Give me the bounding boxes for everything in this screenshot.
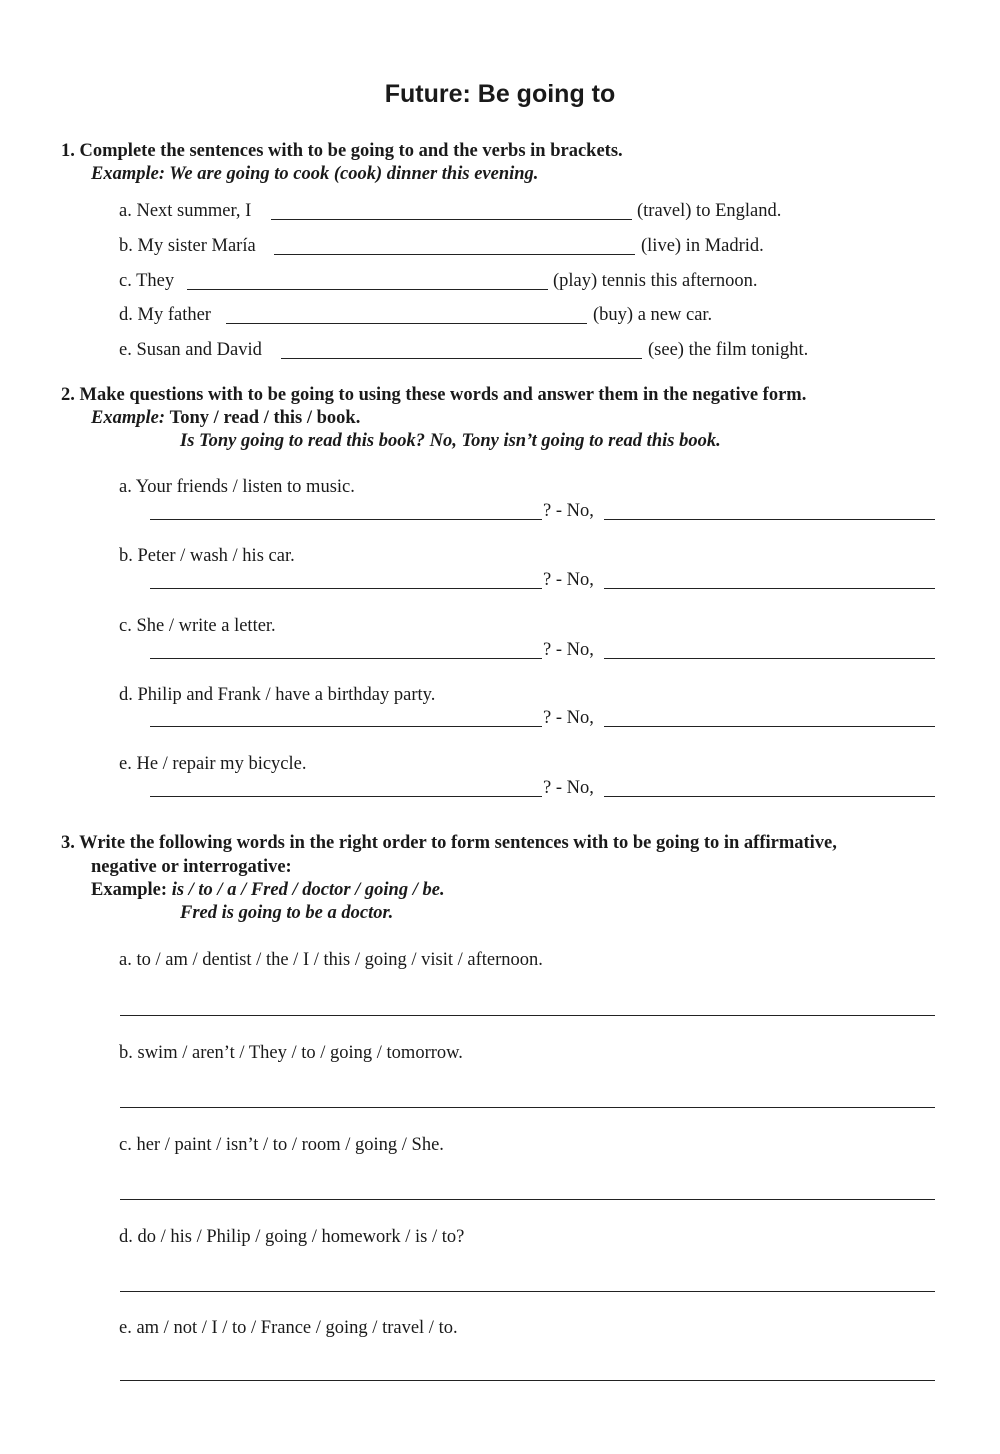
question-line[interactable] <box>150 726 542 727</box>
section-1-heading: 1. Complete the sentences with to be going to and the verbs in brackets. <box>61 141 623 161</box>
answer-line[interactable] <box>271 219 632 220</box>
item-prompt: d. Philip and Frank / have a birthday party. <box>119 685 436 705</box>
answer-line[interactable] <box>604 796 935 797</box>
section-3-heading-continued: negative or interrogative: <box>91 857 292 877</box>
item-prompt: b. swim / aren’t / They / to / going / tomorrow. <box>119 1043 463 1063</box>
question-line[interactable] <box>150 658 542 659</box>
answer-line[interactable] <box>120 1015 935 1016</box>
verb-hint: (travel) to England. <box>637 201 782 221</box>
section-2-example <box>91 408 360 429</box>
item-prompt: a. to / am / dentist / the / I / this / going / visit / afternoon. <box>119 950 543 970</box>
section-2-heading: 2. Make questions with to be going to using these words and answer them in the negative form. <box>61 385 807 405</box>
answer-line[interactable] <box>226 323 587 324</box>
question-line[interactable] <box>150 796 542 797</box>
verb-hint: (live) in Madrid. <box>641 236 764 256</box>
answer-line[interactable] <box>281 358 642 359</box>
item-prompt: b. My sister María <box>119 236 256 256</box>
question-line[interactable] <box>150 519 542 520</box>
item-prompt: e. He / repair my bicycle. <box>119 754 307 774</box>
verb-hint: (buy) a new car. <box>593 305 713 325</box>
answer-line[interactable] <box>274 254 635 255</box>
item-prompt: d. My father <box>119 305 211 325</box>
answer-separator: ? - No, <box>543 501 594 521</box>
section-3-example <box>91 880 445 901</box>
answer-line[interactable] <box>120 1380 935 1381</box>
item-prompt: c. They <box>119 271 175 291</box>
example-words: is / to / a / Fred / doctor / going / be. <box>171 880 445 900</box>
section-3-example-answer: Fred is going to be a doctor. <box>180 903 394 923</box>
section-3-heading: 3. Write the following words in the right order to form sentences with to be going to in affirmative, <box>61 833 837 853</box>
question-line[interactable] <box>150 588 542 589</box>
item-prompt: d. do / his / Philip / going / homework / is / to? <box>119 1227 465 1247</box>
answer-separator: ? - No, <box>543 570 594 590</box>
verb-hint: (see) the film tonight. <box>648 340 809 360</box>
answer-line[interactable] <box>604 726 935 727</box>
item-prompt: a. Your friends / listen to music. <box>119 477 355 497</box>
section-2-example-answer: Is Tony going to read this book? No, Tony isn’t going to read this book. <box>180 431 721 451</box>
answer-line[interactable] <box>120 1107 935 1108</box>
answer-line[interactable] <box>120 1291 935 1292</box>
answer-separator: ? - No, <box>543 640 594 660</box>
verb-hint: (play) tennis this afternoon. <box>553 271 758 291</box>
answer-line[interactable] <box>120 1199 935 1200</box>
item-prompt: b. Peter / wash / his car. <box>119 546 295 566</box>
answer-line[interactable] <box>604 588 935 589</box>
answer-separator: ? - No, <box>543 778 594 798</box>
item-prompt: e. am / not / I / to / France / going / travel / to. <box>119 1318 458 1338</box>
example-label: Example: <box>91 880 168 900</box>
item-prompt: a. Next summer, I <box>119 201 252 221</box>
example-label: Example: <box>91 408 165 428</box>
item-prompt: c. her / paint / isn’t / to / room / going / She. <box>119 1135 444 1155</box>
answer-line[interactable] <box>187 289 548 290</box>
section-1-example: Example: We are going to cook (cook) dinner this evening. <box>91 164 539 184</box>
example-words: Tony / read / this / book. <box>169 408 361 428</box>
answer-line[interactable] <box>604 519 935 520</box>
item-prompt: c. She / write a letter. <box>119 616 276 636</box>
answer-separator: ? - No, <box>543 708 594 728</box>
item-prompt: e. Susan and David <box>119 340 262 360</box>
answer-line[interactable] <box>604 658 935 659</box>
page-title: Future: Be going to <box>384 80 616 108</box>
